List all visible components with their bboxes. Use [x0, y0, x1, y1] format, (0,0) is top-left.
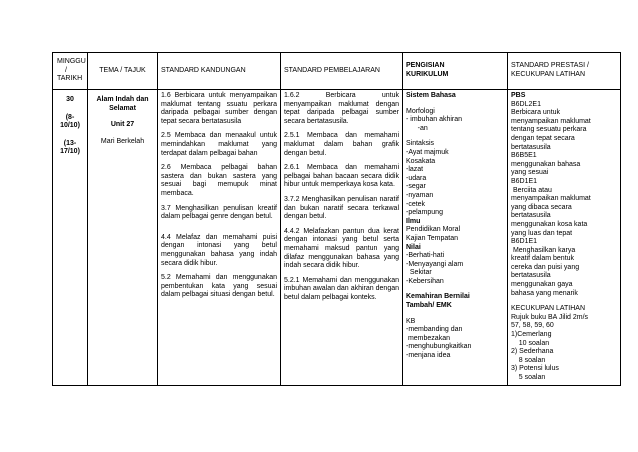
lesson-plan-table — [52, 52, 621, 386]
pengisian-item: -membanding dan — [406, 326, 463, 334]
prestasi-item: yang luas dan tepat — [511, 229, 573, 237]
prestasi-item: B6D1E1 — [511, 238, 538, 246]
week-cell — [53, 90, 88, 386]
week-row — [53, 90, 621, 386]
sk-item: 4.4 Melafaz dan memahami puisi dengan intonasi yang betul menggunakan bahasa yang indah secara didik hibur. — [161, 233, 277, 267]
pengisian-item: Kemahiran Bernilai — [406, 293, 470, 301]
prestasi-item: 1)Cemerlang — [511, 331, 552, 339]
date-range-1: (8-10/10) — [60, 113, 80, 130]
pengisian-item: -nyaman — [406, 191, 434, 199]
prestasi-item: menggunakan kosa kata — [511, 220, 588, 228]
prestasi-item: kreatif dalam bentuk — [511, 255, 575, 263]
pengisian-item: Kajian Tempatan — [406, 234, 459, 242]
header-minggu-tarikh: MINGGU / TARIKH — [53, 53, 88, 90]
prestasi-item: tentang sesuatu perkara — [511, 126, 587, 134]
sk-item: 1.6 Berbicara untuk menyampaikan maklumat tentang ssuatu perkara daripada pelbagai sumber dengan tepat secara bertatasusila — [161, 92, 277, 125]
header-pengisian: PENGISIAN KURIKULUM — [403, 53, 508, 90]
prestasi-item: bertatasusila — [511, 212, 551, 220]
prestasi-item: B6B5E1 — [511, 152, 537, 160]
pengisian-item: -pelampung — [406, 209, 443, 217]
pengisian-item: KB — [406, 317, 416, 325]
pengisian-item: -udara — [406, 174, 427, 182]
prestasi-item: B6D1E1 — [511, 177, 538, 185]
prestasi-item: yang sesuai — [511, 169, 549, 177]
prestasi-item: KECUKUPAN LATIHAN — [511, 305, 586, 313]
header-tema: TEMA / TAJUK — [88, 53, 158, 90]
date-range-2: (13-17/10) — [60, 139, 80, 156]
pengisian-item: Kosakata — [406, 157, 436, 165]
prestasi-item: dengan tepat secara — [511, 134, 575, 142]
pengisian-item: -lazat — [406, 166, 424, 174]
sp-item: 1.6.2 Berbicara untuk menyampaikan maklumat dengan tepat daripada pelbagai sumber secara bertatasusila. — [284, 92, 399, 125]
pengisian-item: Ilmu — [406, 217, 421, 225]
pengisian-item: Pendidikan Moral — [406, 226, 461, 234]
prestasi-item: 3) Potensi lulus — [511, 365, 559, 373]
prestasi-item: PBS — [511, 92, 526, 99]
sk-item: 5.2 Memahami dan menggunakan pembentukan kata yang sesuai dalam pelbagai situasi dengan betul. — [161, 274, 277, 299]
sp-item: 5.2.1 Memahami dan menggunakan imbuhan awalan dan akhiran dengan betul dalam pelbagai konteks. — [284, 276, 399, 301]
pengisian-item: -cetek — [406, 200, 426, 208]
week-number: 30 — [66, 96, 74, 103]
theme-title-line2: Selamat — [109, 104, 136, 112]
header-standard-pembelajaran: STANDARD PEMBELAJARAN — [281, 53, 403, 90]
standard-kandungan-cell — [158, 90, 281, 386]
pengisian-kurikulum-cell — [403, 90, 508, 386]
pengisian-item: -menjana idea — [406, 352, 451, 360]
prestasi-item: yang dibaca secara — [511, 203, 572, 211]
spacer — [406, 101, 504, 108]
prestasi-item: Berciita atau — [511, 186, 552, 194]
pengisian-item: -an — [406, 124, 428, 132]
prestasi-item: bertatasusila — [511, 143, 551, 151]
pengisian-item: Nilai — [406, 243, 421, 251]
pengisian-item: Tambah/ EMK — [406, 302, 452, 310]
prestasi-item: 57, 58, 59, 60 — [511, 322, 554, 330]
standard-prestasi-cell — [508, 90, 621, 386]
header-standard-prestasi: STANDARD PRESTASI / KECUKUPAN LATIHAN — [508, 53, 621, 90]
prestasi-item: menggunakan bahasa — [511, 160, 581, 168]
prestasi-item: Rujuk buku BA Jilid 2m/s — [511, 313, 589, 321]
prestasi-item: 5 soalan — [511, 374, 546, 381]
sp-item: 2.5.1 Membaca dan memahami maklumat dalam bahan grafik dengan betul. — [284, 132, 399, 157]
pengisian-item: Sintaksis — [406, 140, 435, 148]
theme-subtitle: Mari Berkelah — [100, 137, 145, 145]
pengisian-item: -Menyayangi alam — [406, 260, 464, 268]
pengisian-item: - imbuhan akhiran — [406, 116, 463, 124]
prestasi-item: menyampaikan maklumat — [511, 195, 591, 203]
spacer — [511, 298, 617, 305]
prestasi-item: Menghasilkan karya — [511, 246, 576, 254]
pengisian-item: Sekitar — [406, 269, 432, 277]
pengisian-item: -Kebersihan — [406, 277, 444, 285]
sp-item: 4.4.2 Melafazkan pantun dua kerat dengan intonasi yang betul serta memahami maksud pantun yang dilafaz menggunakan bahasa yang indah secara didik hibur. — [284, 227, 399, 270]
sk-item: 2.5 Membaca dan menaakul untuk memindahkan maklumat yang terdapat dalam pelbagai bahan — [161, 132, 277, 157]
spacer — [406, 311, 504, 318]
theme-title-line1: Alam Indah dan — [96, 96, 149, 103]
prestasi-item: 8 soalan — [511, 356, 546, 364]
pengisian-item: -Ayat majmuk — [406, 148, 449, 156]
sp-item: 3.7.2 Menghasilkan penulisan naratif dan bukan naratif secara terkawal dengan betul. — [284, 195, 399, 221]
header-row — [53, 53, 621, 90]
prestasi-item: cereka dan puisi yang — [511, 263, 580, 271]
spacer — [406, 286, 504, 293]
unit-label: Unit 27 — [110, 121, 135, 129]
sk-item: 2.6 Membaca pelbagai bahan sastera dan bukan sastera yang sesuai bagi memupuk minat membaca. — [161, 164, 277, 197]
pengisian-item: -menghubungkaitkan — [406, 343, 472, 351]
prestasi-item: menggunakan gaya — [511, 281, 573, 289]
pengisian-item: -Berhati-hati — [406, 252, 445, 260]
spacer — [406, 133, 504, 140]
prestasi-item: bahasa yang menarik — [511, 289, 578, 297]
prestasi-item: B6DL2E1 — [511, 100, 541, 108]
pengisian-item: membezakan — [406, 334, 450, 342]
prestasi-item: Berbicara untuk — [511, 109, 561, 117]
prestasi-item: bertatasusila — [511, 272, 551, 280]
theme-cell — [88, 90, 158, 386]
header-standard-kandungan: STANDARD KANDUNGAN — [158, 53, 281, 90]
sk-item: 3.7 Menghasilkan penulisan kreatif dalam pelbagai genre dengan betul. — [161, 204, 277, 221]
sp-item: 2.6.1 Membaca dan memahami pelbagai bahan bacaan secara didik hibur untuk memperkaya kosa kata. — [284, 164, 399, 189]
standard-pembelajaran-cell — [281, 90, 403, 386]
prestasi-item: menyampaikan maklumat — [511, 117, 591, 125]
pengisian-item: Sistem Bahasa — [406, 92, 456, 99]
pengisian-item: -segar — [406, 183, 426, 191]
prestasi-item: 2) Sederhana — [511, 348, 554, 356]
pengisian-item: Morfologi — [406, 107, 435, 115]
prestasi-item: 10 soalan — [511, 339, 550, 347]
